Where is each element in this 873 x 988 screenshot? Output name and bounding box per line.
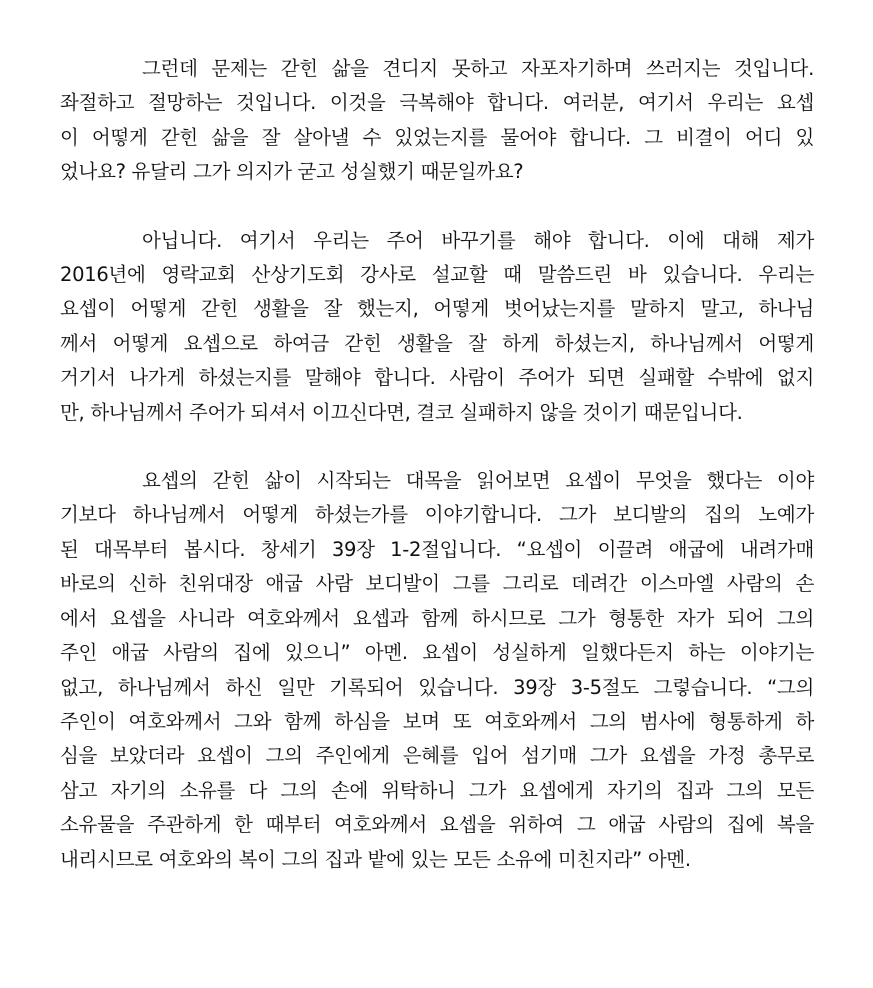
text-line: 만, 하나님께서 주어가 되셔서 이끄신다면, 결코 실패하지 않을 것이기 때문입니다. (60, 400, 743, 424)
text-line: 요셉의 갇힌 삶이 시작되는 대목을 읽어보면 요셉이 무엇을 했다는 이야 (142, 469, 814, 493)
text-line: 이 어떻게 갇힌 삶을 잘 살아낼 수 있었는지를 물어야 합니다. 그 비결이 어디 있 (60, 125, 814, 149)
text-line: 요셉이 어떻게 갇힌 생활을 잘 했는지, 어떻게 벗어났는지를 말하지 말고, 하나님 (60, 297, 814, 321)
text-line: 께서 어떻게 요셉으로 하여금 갇힌 생활을 잘 하게 하셨는지, 하나님께서 어떻게 (60, 331, 814, 355)
text-line: 그런데 문제는 갇힌 삶을 견디지 못하고 자포자기하며 쓰러지는 것입니다. (142, 57, 814, 80)
paragraph-1 (60, 52, 814, 190)
text-line: 소유물을 주관하게 한 때부터 여호와께서 요셉을 위하여 그 애굽 사람의 집에 복을 (60, 813, 814, 837)
text-line: 된 대목부터 봅시다. 창세기 39장 1-2절입니다. “요셉이 이끌려 애굽에 내려가매 (60, 537, 814, 561)
text-line: 에서 요셉을 사니라 여호와께서 요셉과 함께 하시므로 그가 형통한 자가 되어 그의 (60, 606, 814, 630)
text-line: 아닙니다. 여기서 우리는 주어 바꾸기를 해야 합니다. 이에 대해 제가 (142, 228, 814, 252)
text-line: 없고, 하나님께서 하신 일만 기록되어 있습니다. 39장 3-5절도 그렇습니다. “그의 (60, 675, 814, 699)
text-line: 바로의 신하 친위대장 애굽 사람 보디발이 그를 그리로 데려간 이스마엘 사람의 손 (60, 572, 814, 596)
text-line: 거기서 나가게 하셨는지를 말해야 합니다. 사람이 주어가 되면 실패할 수밖에 없지 (60, 366, 814, 390)
text-line: 좌절하고 절망하는 것입니다. 이것을 극복해야 합니다. 여러분, 여기서 우리는 요셉 (60, 91, 814, 115)
text-line: 기보다 하나님께서 어떻게 하셨는가를 이야기합니다. 그가 보디발의 집의 노예가 (60, 503, 814, 527)
text-line: 내리시므로 여호와의 복이 그의 집과 밭에 있는 모든 소유에 미친지라” 아멘. (60, 847, 691, 871)
text-line: 었나요? 유달리 그가 의지가 굳고 성실했기 때문일까요? (60, 160, 524, 184)
text-line: 2016년에 영락교회 산상기도회 강사로 설교할 때 말씀드린 바 있습니다. 우리는 (60, 263, 814, 287)
text-line: 주인이 여호와께서 그와 함께 하심을 보며 또 여호와께서 그의 범사에 형통하게 하 (60, 709, 814, 733)
text-line: 주인 애굽 사람의 집에 있으니” 아멘. 요셉이 성실하게 일했다든지 하는 이야기는 (60, 641, 814, 665)
paragraph-2 (60, 224, 814, 430)
text-line: 심을 보았더라 요셉이 그의 주인에게 은혜를 입어 섬기매 그가 요셉을 가정 총무로 (60, 744, 814, 768)
paragraph-3 (60, 464, 814, 877)
document-body (60, 52, 814, 911)
text-line: 삼고 자기의 소유를 다 그의 손에 위탁하니 그가 요셉에게 자기의 집과 그의 모든 (60, 778, 814, 802)
